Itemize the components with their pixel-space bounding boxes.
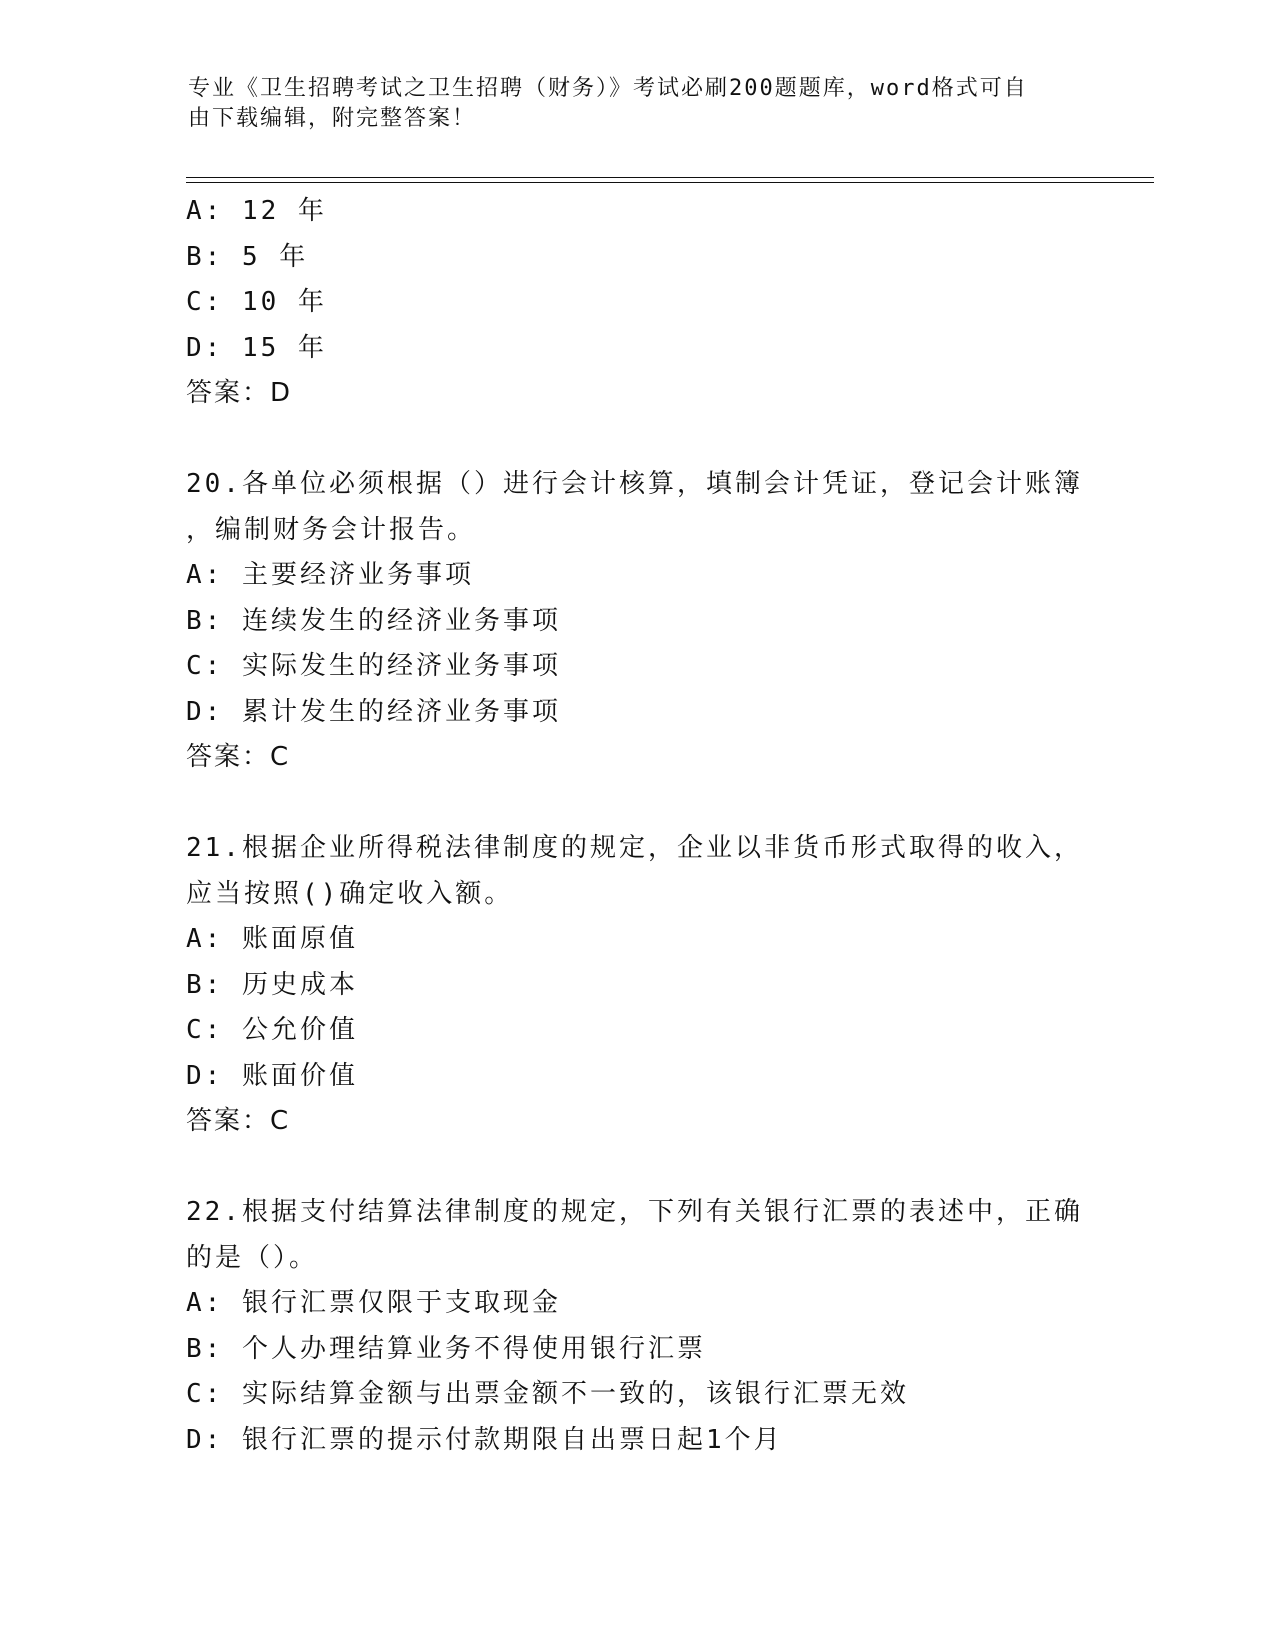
option-c: C: 实际发生的经济业务事项 <box>186 651 561 681</box>
answer-line: 答案：C <box>186 1106 291 1136</box>
option-b: B: 5 年 <box>186 241 309 272</box>
answer-line: 答案：C <box>186 742 291 772</box>
spacer <box>186 417 1106 463</box>
question-text-line-2: 的是（）。 <box>186 1242 319 1273</box>
spacer <box>186 781 1106 827</box>
question-block-21 <box>186 826 1106 1145</box>
option-a: A: 银行汇票仅限于支取现金 <box>186 1288 561 1318</box>
question-text-line-1: 22.根据支付结算法律制度的规定，下列有关银行汇票的表述中，正确 <box>186 1197 1083 1227</box>
option-b: B: 连续发生的经济业务事项 <box>186 605 561 636</box>
question-text-line-1: 20.各单位必须根据（）进行会计核算，填制会计凭证，登记会计账簿 <box>186 469 1083 499</box>
question-text-line-2: 应当按照()确定收入额。 <box>186 878 514 909</box>
question-block-22 <box>186 1190 1106 1463</box>
option-a: A: 账面原值 <box>186 924 358 954</box>
option-a: A: 主要经济业务事项 <box>186 560 474 590</box>
question-block-19 <box>186 189 1106 417</box>
document-header <box>188 74 1088 134</box>
option-d: D: 银行汇票的提示付款期限自出票日起1个月 <box>186 1424 783 1455</box>
option-c: C: 10 年 <box>186 287 327 317</box>
header-divider-top <box>186 177 1154 178</box>
option-c: C: 公允价值 <box>186 1015 358 1045</box>
header-line-2: 由下载编辑，附完整答案！ <box>188 106 477 131</box>
option-c: C: 实际结算金额与出票金额不一致的，该银行汇票无效 <box>186 1379 909 1409</box>
option-b: B: 历史成本 <box>186 969 358 1000</box>
question-text-line-1: 21.根据企业所得税法律制度的规定，企业以非货币形式取得的收入， <box>186 833 1083 863</box>
question-list <box>186 189 1106 1463</box>
header-divider-bottom <box>186 182 1154 183</box>
question-block-20 <box>186 462 1106 781</box>
header-line-1: 专业《卫生招聘考试之卫生招聘（财务）》考试必刷200题题库，word格式可自 <box>188 76 1028 101</box>
question-text-line-2: ，编制财务会计报告。 <box>186 514 477 545</box>
option-b: B: 个人办理结算业务不得使用银行汇票 <box>186 1333 706 1364</box>
answer-line: 答案：D <box>186 378 293 408</box>
option-d: D: 累计发生的经济业务事项 <box>186 696 561 727</box>
option-d: D: 账面价值 <box>186 1060 358 1091</box>
option-d: D: 15 年 <box>186 332 327 363</box>
option-a: A: 12 年 <box>186 196 327 226</box>
spacer <box>186 1145 1106 1191</box>
